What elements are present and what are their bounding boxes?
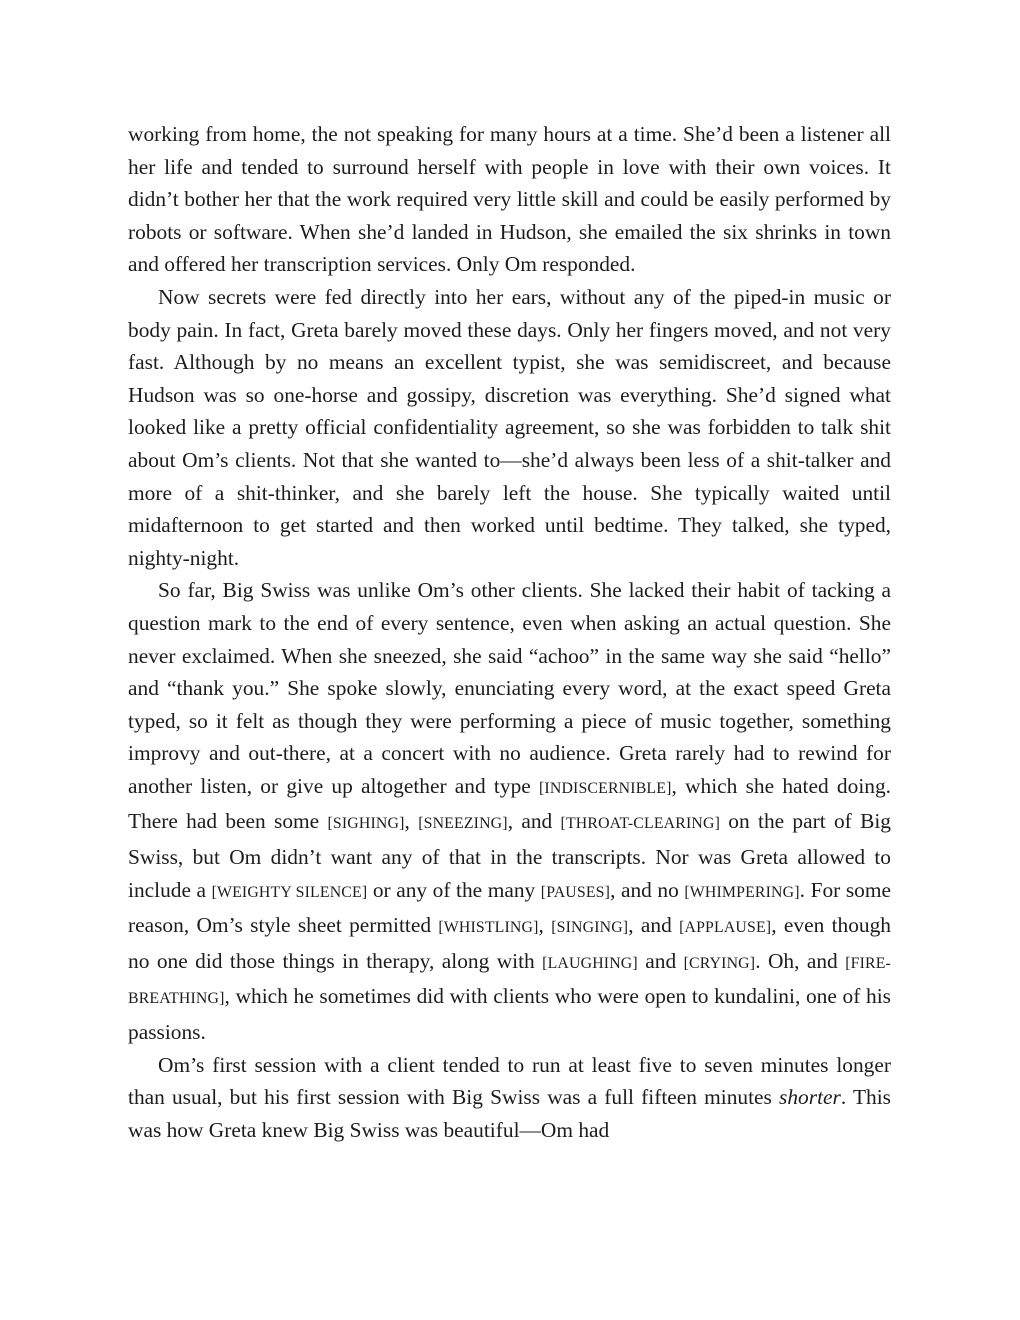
bracketed-annotation: [WHISTLING] bbox=[438, 919, 539, 937]
paragraph-2 bbox=[128, 281, 891, 574]
text-run: Now secrets were fed directly into her ears, without any of the piped-in music or body pain. In fact, Greta barely moved these days. Only her fingers moved, and not very fast. Although by no means an excellent typist, she was semidiscreet, and because Hudson was so one-horse and gossipy, discretion was everything. She’d signed what looked like a pretty official confidentiality agreement, so she was forbidden to talk shit about Om’s clients. Not that she wanted to—she’d always been less of a shit-talker and more of a shit-thinker, and she barely left the house. She typically waited until midafternoon to get started and then worked until bedtime. They talked, she typed, nighty-night. bbox=[128, 284, 891, 570]
text-run: , even though no one did those things in therapy, along with bbox=[128, 913, 891, 973]
bracketed-annotation: [THROAT-CLEARING] bbox=[560, 815, 721, 833]
text-run: . For some reason, Om’s style sheet permitted bbox=[128, 877, 891, 938]
text-run: . Oh, and bbox=[755, 948, 846, 973]
text-run: , bbox=[538, 913, 552, 938]
paragraph-1 bbox=[128, 118, 891, 281]
text-run: , bbox=[404, 809, 419, 834]
text-run: , and bbox=[628, 913, 680, 938]
text-run: , and no bbox=[610, 877, 685, 902]
bracketed-annotation: [LAUGHING] bbox=[542, 954, 638, 972]
italic-text: shorter bbox=[779, 1085, 841, 1110]
bracketed-annotation: [SIGHING] bbox=[327, 815, 405, 833]
text-run: Om’s first session with a client tended to run at least five to seven minutes longer than usual, but his first session with Big Swiss was a full fifteen minutes bbox=[128, 1052, 891, 1110]
text-run: working from home, the not speaking for many hours at a time. She’d been a listener all her life and tended to surround herself with people in love with their own voices. It didn’t bother her that the work required very little skill and could be easily performed by robots or software. When she’d landed in Hudson, she emailed the six shrinks in town and offered her transcription services. Only Om responded. bbox=[128, 122, 891, 277]
text-run: and bbox=[637, 948, 684, 973]
bracketed-annotation: [SNEEZING] bbox=[418, 815, 508, 833]
text-run: So far, Big Swiss was unlike Om’s other clients. She lacked their habit of tacking a question mark to the end of every sentence, even when asking an actual question. She never exclaimed. When she sneezed, she said “achoo” in the same way she said “hello” and “thank you.” She spoke slowly, enunciating every word, at the exact speed Greta typed, so it felt as though they were performing a piece of music together, something improvy and out-there, at a concert with no audience. Greta rarely had to rewind for another listen, or give up altogether and type bbox=[128, 578, 891, 798]
bracketed-annotation: [WHIMPERING] bbox=[684, 883, 800, 901]
text-run: , which she hated doing. There had been some bbox=[128, 773, 891, 834]
paragraph-4 bbox=[128, 1049, 891, 1147]
text-run: , and bbox=[507, 809, 561, 834]
bracketed-annotation: [SINGING] bbox=[551, 919, 629, 937]
bracketed-annotation: [CRYING] bbox=[683, 954, 756, 972]
bracketed-annotation: [PAUSES] bbox=[540, 883, 611, 901]
text-run: or any of the many bbox=[367, 877, 541, 902]
bracketed-annotation: [INDISCERNIBLE] bbox=[539, 779, 672, 797]
bracketed-annotation: [FIRE-BREATHING] bbox=[128, 954, 891, 1008]
paragraph-3 bbox=[128, 574, 891, 1048]
text-run: , which he sometimes did with clients who were open to kundalini, one of his passions. bbox=[128, 984, 891, 1045]
book-page bbox=[128, 118, 891, 1146]
bracketed-annotation: [APPLAUSE] bbox=[679, 919, 772, 937]
bracketed-annotation: [WEIGHTY SILENCE] bbox=[211, 883, 368, 901]
text-run: . This was how Greta knew Big Swiss was beautiful—Om had bbox=[128, 1085, 891, 1142]
text-run: on the part of Big Swiss, but Om didn’t want any of that in the transcripts. Nor was Greta allowed to include a bbox=[128, 809, 891, 902]
